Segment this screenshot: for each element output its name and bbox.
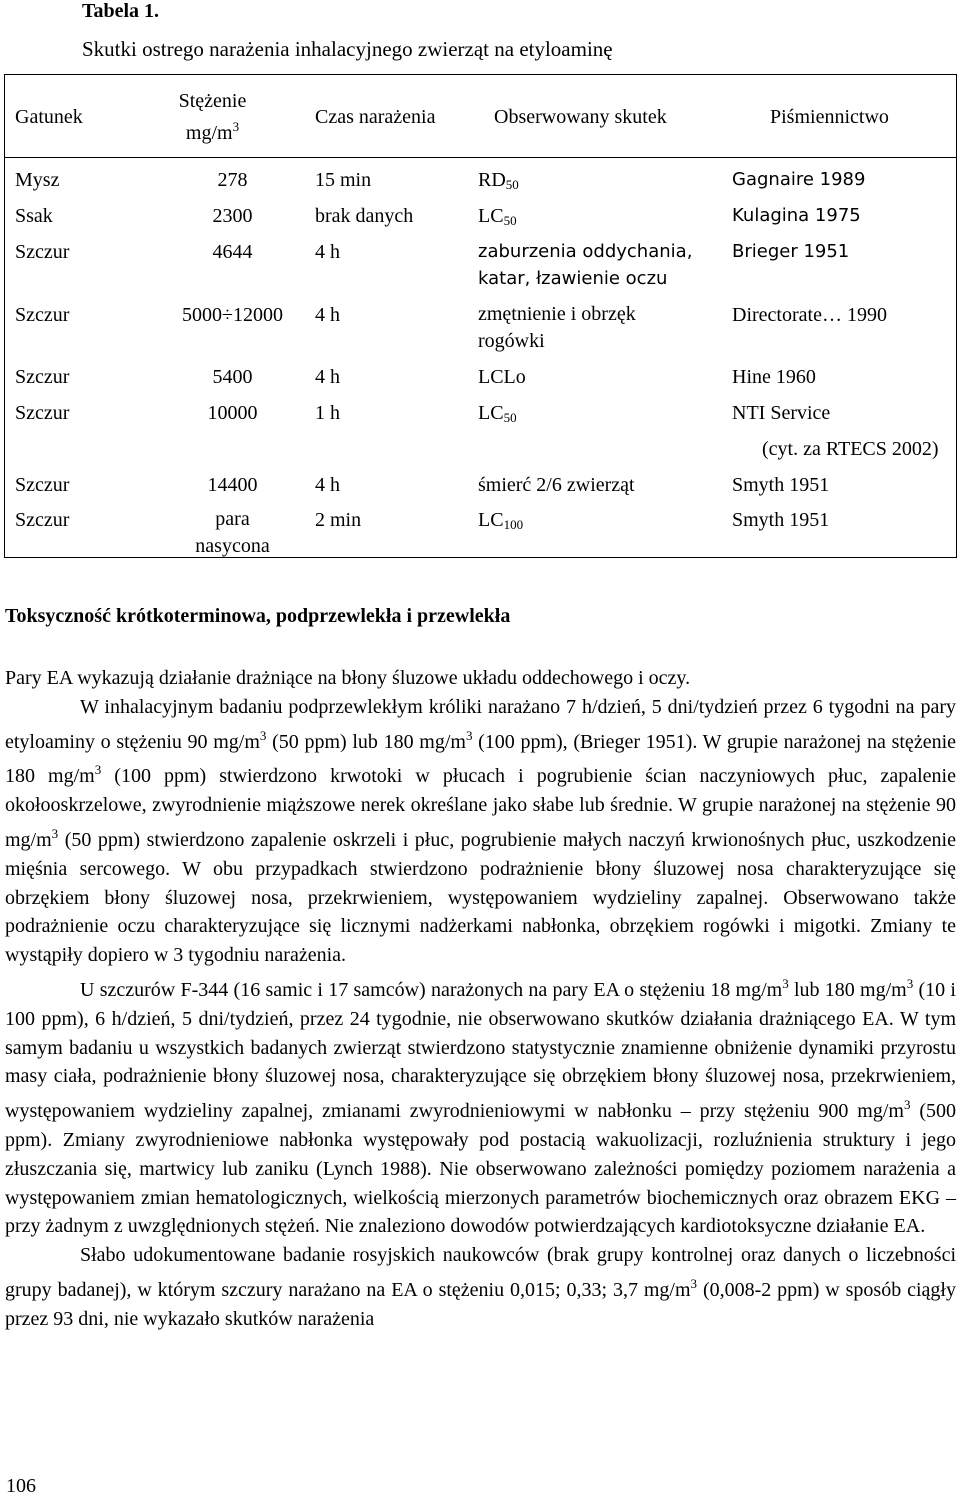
cell-effect: $LC_{50}$ <box>478 205 517 228</box>
cell-literature: NTI Service <box>732 402 831 424</box>
paragraph: Pary EA wykazują działanie drażniące na błony śluzowe układu oddechowego i oczy. <box>5 667 691 689</box>
cell-species: Ssak <box>15 205 53 227</box>
cell-literature: Gagnaire 1989 <box>732 169 866 190</box>
cell-literature: Kulagina 1975 <box>732 205 861 226</box>
header-divider <box>4 157 957 158</box>
header-effect: Obserwowany skutek <box>494 106 667 128</box>
cell-concentration: 5400 <box>212 366 253 388</box>
cell-concentration: 278 <box>217 169 248 191</box>
cell-effect: zaburzenia oddychania, katar, łzawienie oczu <box>478 241 693 289</box>
cell-time: 4 h <box>315 241 340 263</box>
section-heading: Toksyczność krótkoterminowa, podprzewlekła i przewlekła <box>5 605 511 627</box>
cell-time: brak danych <box>315 205 414 227</box>
paragraph: W inhalacyjnym badaniu podprzewlekłym króliki narażano 7 h/dzień, 5 dni/tydzień przez 6 tygodni na pary etyloaminy o stężeniu 90 $mg/m^3$ (50 ppm) lub 180 $mg/m^3$ (100 ppm), (Brieger 1951). W grupie narażonej na stężenie 180 $mg/m^3$ (100 ppm) stwierdzono krwotoki w płucach i pogrubienie ścian naczyniowych płuc, zapalenie okołooskrzelowe, zwyrodnienie miąższowe nerek określane jako słabe lub średnie. W grupie narażonej na stężenie 90 $mg/m^3$ (50 ppm) stwierdzono zapalenie oskrzeli i płuc, pogrubienie małych naczyń krwionośnych płuc, uszkodzenie mięśnia sercowego. W obu przypadkach stwierdzono podrażnienie błony śluzowej nosa charakteryzujące się obrzękiem błony śluzowej nosa, przekrwieniem, występowaniem wydzieliny zapalnej. Obserwowano także podrażnienie oczu charakteryzujące się licznymi nadżerkami nabłonka, obrzękiem rogówki i migotki. Zmiany te wystąpiły dopiero w 3 tygodniu narażenia. <box>5 695 957 967</box>
cell-concentration: 5000÷12000 <box>182 304 283 326</box>
table-title: Skutki ostrego narażenia inhalacyjnego zwierząt na etyloaminę <box>82 37 613 61</box>
cell-species: Szczur <box>15 366 70 388</box>
cell-time: 4 h <box>315 304 340 326</box>
cell-species: Szczur <box>15 241 70 263</box>
cell-species: Mysz <box>15 169 60 191</box>
cell-species: Szczur <box>15 509 70 531</box>
paragraph: Słabo udokumentowane badanie rosyjskich naukowców (brak grupy kontrolnej oraz danych o liczebności grupy badanej), w którym szczury narażano na EA o stężeniu 0,015; 0,33; 3,7 $mg/m^3$ (0,008-2 ppm) w sposób ciągły przez 93 dni, nie wykazało skutków narażenia <box>5 1244 956 1330</box>
header-species: Gatunek <box>15 106 83 128</box>
cell-effect: $LC_{100}$ <box>478 509 524 532</box>
cell-effect: $LC_{50}$ <box>478 402 517 425</box>
cell-concentration: para nasycona <box>195 508 270 557</box>
header-time: Czas narażenia <box>315 106 436 128</box>
header-literature: Piśmiennictwo <box>770 106 889 128</box>
cell-literature: Smyth 1951 <box>732 474 830 496</box>
page-number: 106 <box>6 1475 36 1497</box>
cell-species: Szczur <box>15 402 70 424</box>
cell-time: 15 min <box>315 169 372 191</box>
header-concentration: Stężenie $mg/m^3$ <box>178 90 247 144</box>
cell-time: 4 h <box>315 366 340 388</box>
paragraph: U szczurów F-344 (16 samic i 17 samców) narażonych na pary EA o stężeniu 18 $mg/m^3$ lub 180 $mg/m^3$ (10 i 100 ppm), 6 h/dzień, 5 dni/tydzień, przez 24 tygodnie, nie obserwowano skutków działania drażniącego EA. W tym samym badaniu u wszystkich badanych zwierząt stwierdzono statystycznie znamienne obniżenie dynamiki przyrostu masy ciała, podrażnienie błony śluzowej nosa, charakteryzujące się obrzękiem błony śluzowej nosa, przekrwieniem, występowaniem wydzieliny zapalnej, zmianami zwyrodnieniowymi w nabłonku – przy stężeniu 900 $mg/m^3$ (500 ppm). Zmiany zwyrodnieniowe nabłonka występowały pod postacią wakuolizacji, rozluźnienia struktury i jego złuszczania się, martwicy lub zaniku (Lynch 1988). Nie obserwowano zależności pomiędzy poziomem narażenia a występowaniem zmian hematologicznych, wielkością mierzonych parametrów biochemicznych oraz obrazem EKG – przy żadnym z uwzględnionych stężeń. Nie znaleziono dowodów potwierdzających kardiotoksyczne działanie EA. <box>5 975 956 1238</box>
cell-literature: Smyth 1951 <box>732 509 830 531</box>
table-caption: Tabela 1. <box>82 0 160 22</box>
cell-effect: zmętnienie i obrzęk rogówki <box>478 303 636 352</box>
cell-literature-cont: (cyt. za RTECS 2002) <box>762 438 939 460</box>
cell-concentration: 14400 <box>207 474 258 496</box>
cell-literature: Brieger 1951 <box>732 241 850 262</box>
cell-effect: śmierć 2/6 zwierząt <box>478 474 635 496</box>
cell-time: 4 h <box>315 474 340 496</box>
cell-concentration: 4644 <box>212 241 253 263</box>
cell-time: 1 h <box>315 402 340 424</box>
cell-species: Szczur <box>15 304 70 326</box>
cell-effect: $RD_{50}$ <box>478 169 519 192</box>
cell-species: Szczur <box>15 474 70 496</box>
cell-literature: Hine 1960 <box>732 366 816 388</box>
cell-effect: LCLo <box>478 366 526 388</box>
cell-concentration: 2300 <box>212 205 253 227</box>
cell-time: 2 min <box>315 509 362 531</box>
body-text <box>5 664 956 1334</box>
cell-literature: Directorate… 1990 <box>732 304 887 326</box>
cell-concentration: 10000 <box>207 402 258 424</box>
